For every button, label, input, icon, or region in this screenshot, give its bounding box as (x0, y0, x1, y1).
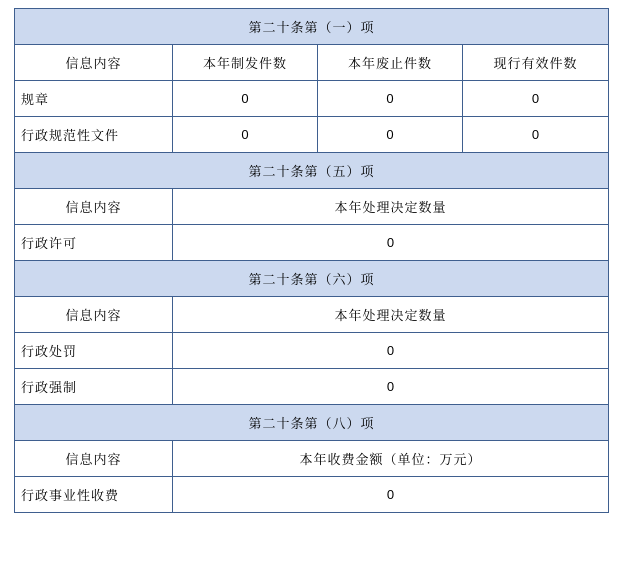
row-label-normative-documents: 行政规范性文件 (15, 117, 173, 153)
row-label-regulations: 规章 (15, 81, 173, 117)
section-header-1: 第二十条第（一）项 (15, 9, 609, 45)
cell-1-0-2: 0 (463, 81, 609, 117)
section-header-row (15, 9, 609, 45)
column-header-3-0: 信息内容 (15, 297, 173, 333)
table-row (15, 81, 609, 117)
column-header-2-0: 信息内容 (15, 189, 173, 225)
cell-1-1-1: 0 (318, 117, 463, 153)
column-header-row (15, 45, 609, 81)
column-header-3-1: 本年处理决定数量 (173, 297, 609, 333)
cell-1-0-0: 0 (173, 81, 318, 117)
row-label-administrative-coercion: 行政强制 (15, 369, 173, 405)
cell-1-1-2: 0 (463, 117, 609, 153)
column-header-row (15, 297, 609, 333)
section-header-2: 第二十条第（五）项 (15, 153, 609, 189)
cell-3-1-0: 0 (173, 369, 609, 405)
column-header-1-3: 现行有效件数 (463, 45, 609, 81)
column-header-row (15, 189, 609, 225)
cell-4-0-0: 0 (173, 477, 609, 513)
column-header-1-2: 本年废止件数 (318, 45, 463, 81)
row-label-administrative-fees: 行政事业性收费 (15, 477, 173, 513)
cell-1-1-0: 0 (173, 117, 318, 153)
table-row (15, 477, 609, 513)
section-header-row (15, 405, 609, 441)
table-row (15, 225, 609, 261)
cell-3-0-0: 0 (173, 333, 609, 369)
cell-2-0-0: 0 (173, 225, 609, 261)
column-header-4-0: 信息内容 (15, 441, 173, 477)
column-header-1-1: 本年制发件数 (173, 45, 318, 81)
cell-1-0-1: 0 (318, 81, 463, 117)
table-row (15, 333, 609, 369)
row-label-administrative-license: 行政许可 (15, 225, 173, 261)
section-header-3: 第二十条第（六）项 (15, 261, 609, 297)
row-label-administrative-penalty: 行政处罚 (15, 333, 173, 369)
column-header-1-0: 信息内容 (15, 45, 173, 81)
section-header-4: 第二十条第（八）项 (15, 405, 609, 441)
column-header-2-1: 本年处理决定数量 (173, 189, 609, 225)
table-row (15, 117, 609, 153)
column-header-row (15, 441, 609, 477)
government-info-disclosure-table (14, 8, 609, 513)
section-header-row (15, 261, 609, 297)
table-row (15, 369, 609, 405)
column-header-4-1: 本年收费金额（单位：万元） (173, 441, 609, 477)
section-header-row (15, 153, 609, 189)
